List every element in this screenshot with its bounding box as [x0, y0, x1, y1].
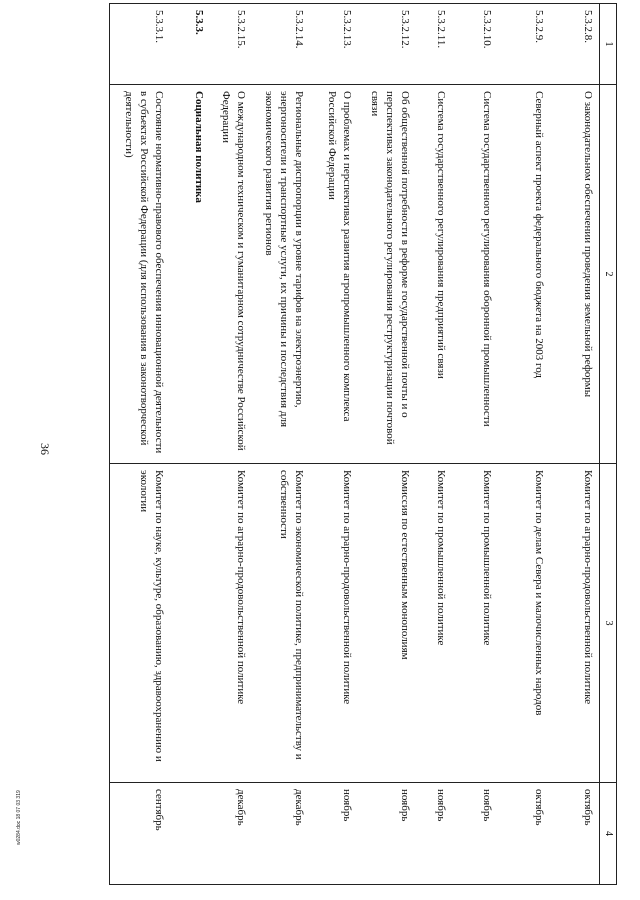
section-title: Социальная политика	[170, 85, 210, 464]
row-month: октябрь	[498, 783, 550, 885]
table-row	[110, 4, 170, 885]
row-topic: Северный аспект проекта федерального бюджета на 2003 год	[498, 85, 550, 464]
section-row	[170, 4, 210, 885]
column-header-2: 2	[600, 85, 617, 464]
row-month: ноябрь	[358, 783, 416, 885]
row-committee: Комитет по промышленной политике	[452, 464, 498, 783]
row-committee: Комитет по аграрно-продовольственной политике	[210, 464, 252, 783]
table-row	[210, 4, 252, 885]
table-row	[550, 4, 600, 885]
page-number: 36	[38, 443, 52, 455]
row-committee: Комитет по делам Севера и малочисленных народов	[498, 464, 550, 783]
table-row	[358, 4, 416, 885]
row-topic: О законодательном обеспечении проведения земельной реформы	[550, 85, 600, 464]
row-committee: Комиссия по естественным монополиям	[358, 464, 416, 783]
row-topic: Система государственного регулирования оборонной промышленности	[452, 85, 498, 464]
row-month: сентябрь	[110, 783, 170, 885]
column-header-1: 1	[600, 4, 617, 85]
row-topic: Состояние нормативно-правового обеспечения инновационной деятельности в субъектах Российской Федерации (для использования в законотворческой деятельности)	[110, 85, 170, 464]
table-row	[498, 4, 550, 885]
row-topic: Об общественной потребности в реформе государственной почты и о перспективах законодательного регулирования реструктуризации почтовой связи	[358, 85, 416, 464]
row-committee: Комитет по промышленной политике	[416, 464, 452, 783]
row-topic: О проблемах и перспективах развития агропромышленного комплекса Российской Федерации	[310, 85, 358, 464]
row-month: октябрь	[550, 783, 600, 885]
table-row	[452, 4, 498, 885]
table-row	[416, 4, 452, 885]
row-code: 5.3.2.15.	[210, 4, 252, 85]
empty-cell	[170, 464, 210, 783]
section-code: 5.3.3.	[170, 4, 210, 85]
rotated-table-container	[95, 3, 617, 848]
row-code: 5.3.3.1.	[110, 4, 170, 85]
empty-cell	[170, 783, 210, 885]
row-code: 5.3.2.9.	[498, 4, 550, 85]
row-committee: Комитет по аграрно-продовольственной политике	[310, 464, 358, 783]
row-month: ноябрь	[310, 783, 358, 885]
row-code: 5.3.2.12.	[358, 4, 416, 85]
row-code: 5.3.2.10.	[452, 4, 498, 85]
row-code: 5.3.2.13.	[310, 4, 358, 85]
table-header-row	[600, 4, 617, 885]
column-header-4: 4	[600, 783, 617, 885]
row-topic: Система государственного регулирования предприятий связи	[416, 85, 452, 464]
row-month: декабрь	[210, 783, 252, 885]
document-footer-code: w0284.doc 18 07 03 319	[16, 790, 22, 845]
row-topic: Региональные диспропорции в уровне тарифов на электроэнергию, энергоносители и транспортные услуги, их причины и последствия для экономического развития регионов	[252, 85, 310, 464]
row-month: ноябрь	[452, 783, 498, 885]
plan-table	[110, 3, 618, 885]
row-month: ноябрь	[416, 783, 452, 885]
row-code: 5.3.2.14.	[252, 4, 310, 85]
row-code: 5.3.2.11.	[416, 4, 452, 85]
row-committee: Комитет по экономической политике, предпринимательству и собственности	[252, 464, 310, 783]
table-row	[252, 4, 310, 885]
row-month: декабрь	[252, 783, 310, 885]
row-committee: Комитет по аграрно-продовольственной политике	[550, 464, 600, 783]
table-row	[310, 4, 358, 885]
row-code: 5.3.2.8.	[550, 4, 600, 85]
column-header-3: 3	[600, 464, 617, 783]
row-committee: Комитет по науке, культуре, образованию, здравоохранению и экологии	[110, 464, 170, 783]
row-topic: О международном техническом и гуманитарном сотрудничестве Российской Федерации	[210, 85, 252, 464]
